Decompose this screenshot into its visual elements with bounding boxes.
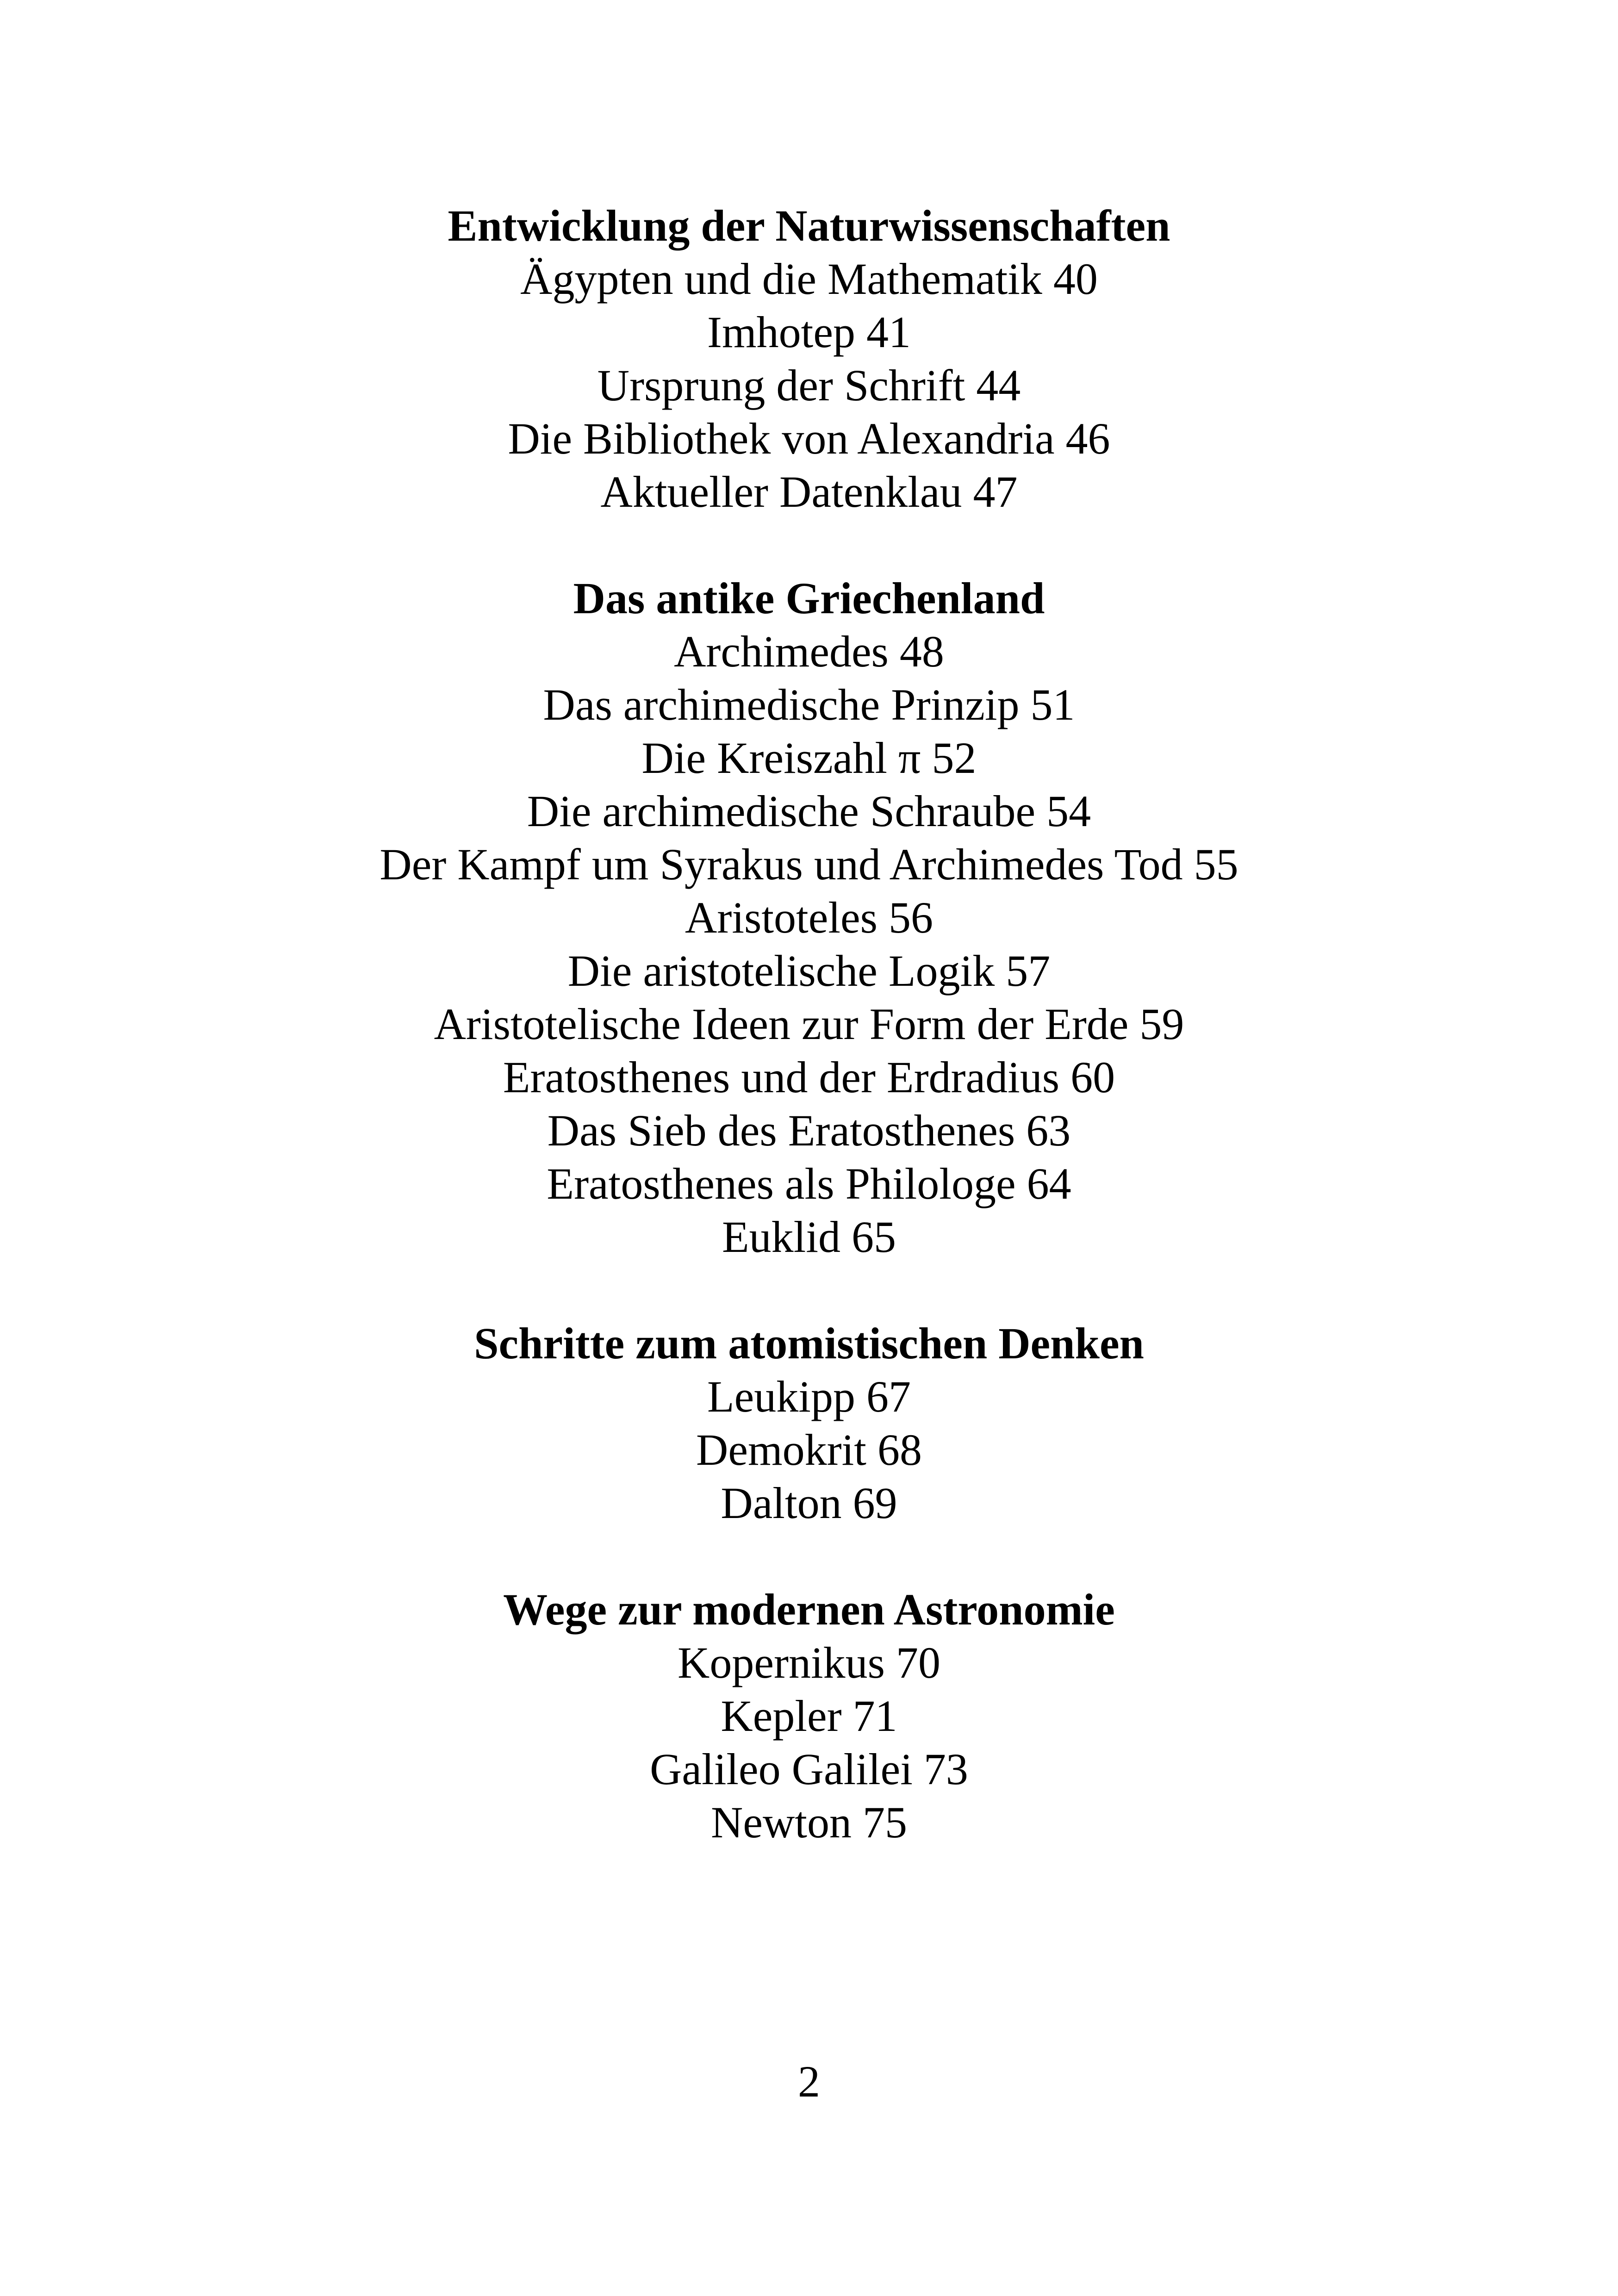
toc-entry: Newton 75 (711, 1798, 907, 1847)
toc-entry: Das Sieb des Eratosthenes 63 (547, 1106, 1071, 1155)
toc-entry: Die Kreiszahl π 52 (641, 733, 977, 783)
toc-entry: Die aristotelische Logik 57 (567, 946, 1051, 996)
toc-section-naturwissenschaften (0, 199, 1618, 518)
toc-entry: Kopernikus 70 (678, 1638, 940, 1687)
section-heading: Das antike Griechenland (573, 573, 1045, 623)
table-of-contents (0, 199, 1618, 1849)
toc-entry: Kepler 71 (721, 1691, 897, 1741)
toc-entry: Die archimedische Schraube 54 (527, 786, 1091, 836)
toc-entry: Eratosthenes als Philologe 64 (547, 1159, 1071, 1208)
page-number: 2 (798, 2057, 820, 2106)
toc-entry: Archimedes 48 (674, 627, 944, 676)
toc-entry: Ursprung der Schrift 44 (597, 361, 1021, 410)
toc-entry: Galileo Galilei 73 (650, 1744, 968, 1794)
toc-entry: Aristotelische Ideen zur Form der Erde 59 (434, 999, 1184, 1049)
section-heading: Entwicklung der Naturwissenschaften (448, 201, 1170, 250)
section-heading: Wege zur modernen Astronomie (503, 1585, 1115, 1634)
toc-entry: Der Kampf um Syrakus und Archimedes Tod 55 (380, 840, 1238, 889)
toc-entry: Eratosthenes und der Erdradius 60 (503, 1052, 1115, 1102)
toc-entry: Euklid 65 (722, 1212, 896, 1262)
toc-entry: Aktueller Datenklau 47 (600, 467, 1018, 516)
section-heading: Schritte zum atomistischen Denken (474, 1319, 1144, 1368)
toc-section-astronomie (0, 1583, 1618, 1849)
toc-section-atomistisch (0, 1317, 1618, 1530)
toc-entry: Leukipp 67 (707, 1372, 911, 1421)
toc-entry: Imhotep 41 (707, 307, 911, 357)
toc-entry: Demokrit 68 (696, 1425, 922, 1475)
toc-entry: Aristoteles 56 (685, 893, 933, 942)
toc-section-griechenland (0, 572, 1618, 1263)
toc-entry: Ägypten und die Mathematik 40 (520, 254, 1098, 304)
toc-entry: Die Bibliothek von Alexandria 46 (508, 414, 1110, 463)
toc-entry: Dalton 69 (721, 1478, 897, 1528)
toc-entry: Das archimedische Prinzip 51 (543, 680, 1075, 729)
